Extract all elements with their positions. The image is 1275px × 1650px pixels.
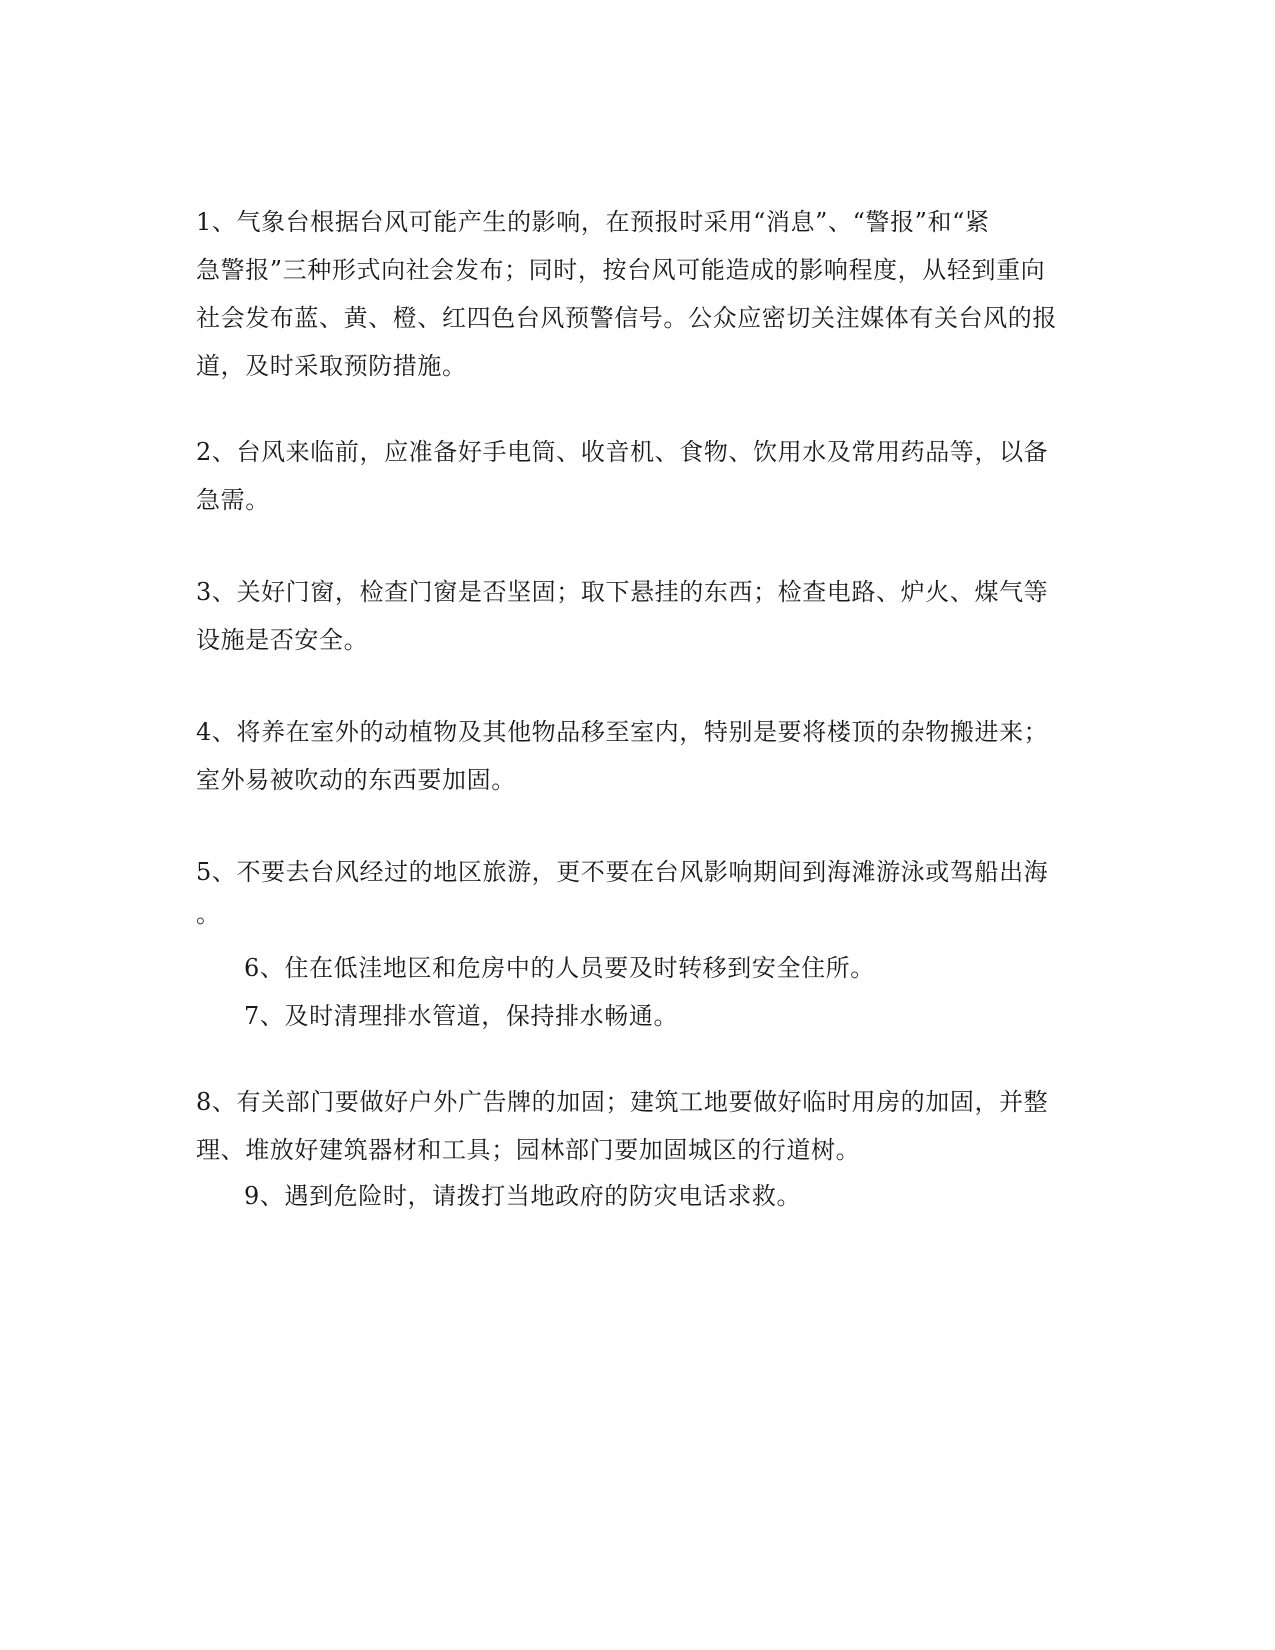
text-line: 道，及时采取预防措施。: [196, 352, 467, 380]
text-line: 急需。: [196, 486, 270, 514]
text-line: 。: [196, 900, 221, 928]
text-line: 理、堆放好建筑器材和工具；园林部门要加固城区的行道树。: [196, 1136, 861, 1164]
text-line: 6、住在低洼地区和危房中的人员要及时转移到安全住所。: [244, 954, 875, 982]
text-line: 社会发布蓝、黄、橙、红四色台风预警信号。公众应密切关注媒体有关台风的报: [196, 304, 1057, 332]
text-line: 急警报”三种形式向社会发布；同时，按台风可能造成的影响程度，从轻到重向: [196, 256, 1046, 284]
text-line: 7、及时清理排水管道，保持排水畅通。: [244, 1002, 679, 1030]
text-line: 设施是否安全。: [196, 626, 369, 654]
text-line: 3、关好门窗，检查门窗是否坚固；取下悬挂的东西；检查电路、炉火、煤气等: [196, 578, 1049, 606]
text-line: 9、遇到危险时，请拨打当地政府的防灾电话求救。: [244, 1182, 802, 1210]
text-line: 室外易被吹动的东西要加固。: [196, 766, 516, 794]
paragraph-item-7: [196, 992, 1076, 1040]
paragraph-item-2: [196, 428, 1076, 524]
paragraph-item-5: [196, 848, 1076, 932]
paragraph-item-8: [196, 1078, 1076, 1174]
paragraph-item-4: [196, 708, 1076, 804]
text-line: 8、有关部门要做好户外广告牌的加固；建筑工地要做好临时用房的加固，并整: [196, 1088, 1049, 1116]
paragraph-item-9: [196, 1172, 1076, 1220]
paragraph-item-3: [196, 568, 1076, 664]
text-line: 1、气象台根据台风可能产生的影响，在预报时采用“消息”、“警报”和“紧: [196, 208, 990, 236]
text-line: 2、台风来临前，应准备好手电筒、收音机、食物、饮用水及常用药品等，以备: [196, 438, 1049, 466]
text-line: 4、将养在室外的动植物及其他物品移至室内，特别是要将楼顶的杂物搬进来；: [196, 718, 1049, 746]
paragraph-item-6: [196, 944, 1076, 992]
text-line: 5、不要去台风经过的地区旅游，更不要在台风影响期间到海滩游泳或驾船出海: [196, 858, 1049, 886]
paragraph-item-1: [196, 198, 1076, 390]
